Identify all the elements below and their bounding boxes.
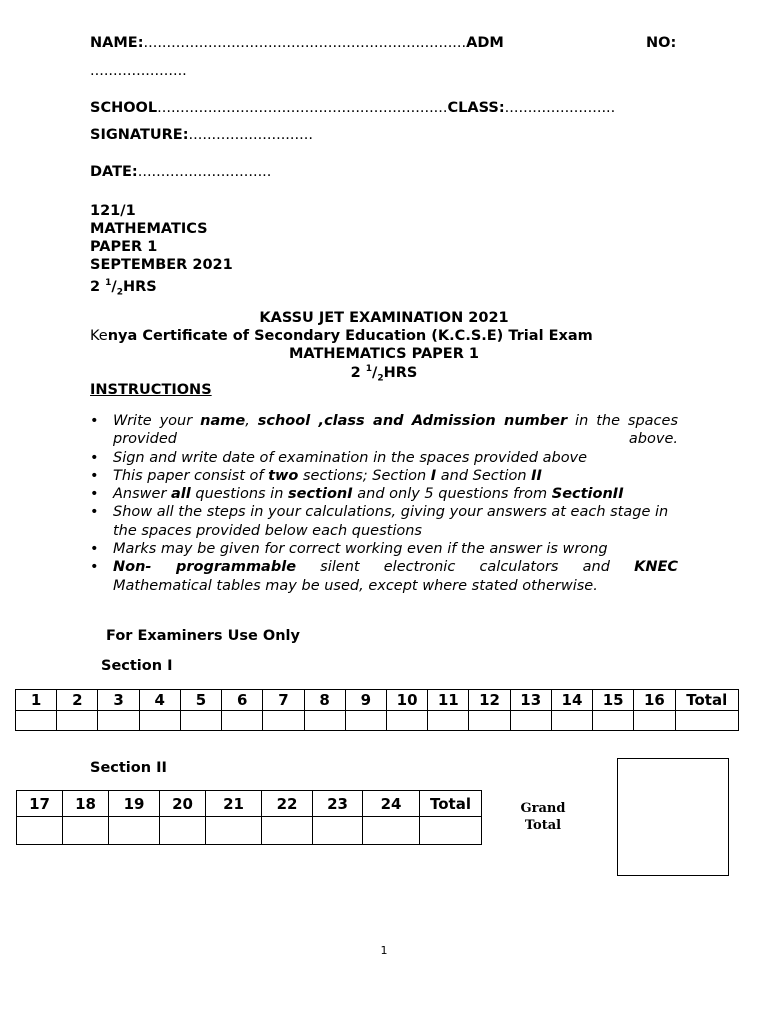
section2-score-cell[interactable] xyxy=(17,817,63,845)
section1-header-cell: 2 xyxy=(57,690,98,711)
name-label: NAME: xyxy=(90,35,144,51)
section1-header-cell: Total xyxy=(675,690,739,711)
section2-header-cell: 17 xyxy=(17,791,63,817)
section2-header-cell: 19 xyxy=(109,791,160,817)
date-dots[interactable]: ............................. xyxy=(137,164,272,180)
section1-header-cell: 7 xyxy=(263,690,304,711)
section1-score-cell[interactable] xyxy=(386,711,427,731)
section1-score-table xyxy=(15,689,739,731)
section2-score-cell[interactable] xyxy=(363,817,420,845)
signature-label: SIGNATURE: xyxy=(90,127,189,143)
school-label: SCHOOL xyxy=(90,100,158,116)
section2-score-cell[interactable] xyxy=(109,817,160,845)
instruction-item: • Write your name, school ,class and Admission number in the spaces provided above. xyxy=(90,412,678,449)
section2-score-cell[interactable] xyxy=(313,817,363,845)
name-field xyxy=(90,35,504,51)
signature-field xyxy=(90,127,313,143)
section2-header-cell: 23 xyxy=(313,791,363,817)
section2-score-cell[interactable] xyxy=(63,817,109,845)
section1-score-cell[interactable] xyxy=(180,711,221,731)
section1-score-cell[interactable] xyxy=(469,711,510,731)
section1-score-cell[interactable] xyxy=(16,711,57,731)
section1-header-cell: 9 xyxy=(345,690,386,711)
exam-duration: 2 $^1/_2HRS$ xyxy=(350,364,418,384)
signature-dots[interactable]: ........................... xyxy=(188,127,313,143)
instruction-item: • Show all the steps in your calculations, giving your answers at each stage in the spaces provided below each questions xyxy=(90,503,678,540)
page-number: 1 xyxy=(380,944,388,957)
section2-header-cell: 22 xyxy=(262,791,313,817)
section1-header-cell: 15 xyxy=(593,690,634,711)
instruction-item: • Answer all questions in sectionI and only 5 questions from SectionII xyxy=(90,485,678,503)
section2-header-cell: 21 xyxy=(206,791,262,817)
exam-paper-title: MATHEMATICS PAPER 1 xyxy=(288,346,480,362)
section2-header-cell: 18 xyxy=(63,791,109,817)
section1-score-cell[interactable] xyxy=(139,711,180,731)
section1-score-cell[interactable] xyxy=(593,711,634,731)
section1-score-cell[interactable] xyxy=(263,711,304,731)
instruction-item: • This paper consist of two sections; Section I and Section II xyxy=(90,467,678,485)
section2-header-cell: 20 xyxy=(160,791,206,817)
section1-score-cell[interactable] xyxy=(98,711,139,731)
section2-score-cell[interactable] xyxy=(160,817,206,845)
section2-score-cell[interactable] xyxy=(206,817,262,845)
paper-info xyxy=(90,202,233,302)
exam-title: KASSU JET EXAMINATION 2021 xyxy=(259,310,509,326)
no-label: NO: xyxy=(646,35,677,51)
section1-score-cell[interactable] xyxy=(57,711,98,731)
section1-header-cell: 5 xyxy=(180,690,221,711)
instruction-item: • Non- programmable silent electronic calculators and KNEC Mathematical tables may be used, except where stated otherwise. xyxy=(90,558,678,595)
section1-header-cell: 11 xyxy=(428,690,469,711)
section1-header-cell: 8 xyxy=(304,690,345,711)
date-label: DATE: xyxy=(90,164,138,180)
section1-header-cell: 13 xyxy=(510,690,551,711)
section1-header-cell: 12 xyxy=(469,690,510,711)
section1-label: Section I xyxy=(101,658,173,674)
instruction-item: • Marks may be given for correct working even if the answer is wrong xyxy=(90,540,678,558)
section1-score-cell[interactable] xyxy=(345,711,386,731)
school-class-field xyxy=(90,100,615,116)
section1-score-cell[interactable] xyxy=(222,711,263,731)
section1-header-cell: 16 xyxy=(634,690,675,711)
section1-header-cell: 1 xyxy=(16,690,57,711)
instructions-heading: INSTRUCTIONS xyxy=(90,382,212,398)
section1-score-cell[interactable] xyxy=(551,711,592,731)
name-dots[interactable]: ...................................................................... xyxy=(143,35,467,51)
section1-score-cell[interactable] xyxy=(304,711,345,731)
section1-header-cell: 6 xyxy=(222,690,263,711)
grand-total-box[interactable] xyxy=(617,758,729,876)
date-field xyxy=(90,164,271,180)
section2-score-row xyxy=(17,817,482,845)
class-dots[interactable]: ........................ xyxy=(504,100,616,116)
section1-score-cell[interactable] xyxy=(675,711,739,731)
examiners-heading: For Examiners Use Only xyxy=(106,628,300,644)
paper-duration: 2 $^1/_2HRS$ xyxy=(90,278,157,298)
grand-total-label: Grand Total xyxy=(520,801,566,833)
class-label: CLASS: xyxy=(447,100,505,116)
section2-header-cell: 24 xyxy=(363,791,420,817)
section1-score-cell[interactable] xyxy=(428,711,469,731)
section2-score-table xyxy=(16,790,482,845)
exam-subtitle: Kenya Certificate of Secondary Education (K.C.S.E) Trial Exam xyxy=(90,328,593,344)
section2-score-cell[interactable] xyxy=(262,817,313,845)
section1-header-cell: 4 xyxy=(139,690,180,711)
section1-header-cell: 10 xyxy=(386,690,427,711)
school-dots[interactable]: ............................................................... xyxy=(157,100,448,116)
section2-label: Section II xyxy=(90,760,167,776)
section1-score-cell[interactable] xyxy=(634,711,675,731)
section1-header-cell: 3 xyxy=(98,690,139,711)
section2-score-cell[interactable] xyxy=(420,817,482,845)
instructions-list xyxy=(90,412,678,595)
section1-score-row xyxy=(16,711,739,731)
section2-header-cell: Total xyxy=(420,791,482,817)
paper-code: 121/1 xyxy=(90,203,136,219)
section1-header-row xyxy=(16,690,739,711)
paper-number: PAPER 1 xyxy=(90,239,158,255)
paper-month-year: SEPTEMBER 2021 xyxy=(90,257,233,273)
section1-header-cell: 14 xyxy=(551,690,592,711)
section2-header-row xyxy=(17,791,482,817)
adm-label: ADM xyxy=(466,35,504,51)
adm-dots[interactable]: ..................... xyxy=(90,63,187,79)
section1-score-cell[interactable] xyxy=(510,711,551,731)
instruction-item: • Sign and write date of examination in the spaces provided above xyxy=(90,449,678,467)
paper-subject: MATHEMATICS xyxy=(90,221,208,237)
